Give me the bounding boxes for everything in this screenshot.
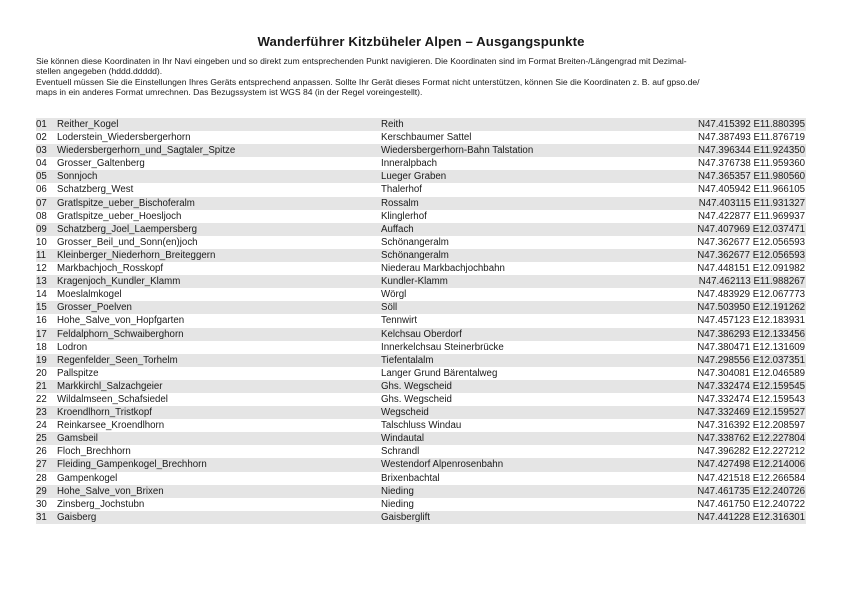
- table-row: [36, 393, 806, 406]
- route-name: Kragenjoch_Kundler_Klamm: [57, 276, 181, 288]
- table-row: [36, 432, 806, 445]
- table-row: [36, 498, 806, 511]
- start-point: Auffach: [381, 223, 414, 235]
- table-row: [36, 301, 806, 314]
- table-row: [36, 406, 806, 419]
- table-row: [36, 197, 806, 210]
- table-row: [36, 511, 806, 524]
- route-name: Grosser_Beil_und_Sonn(en)joch: [57, 236, 198, 248]
- start-point: Langer Grund Bärentalweg: [381, 367, 498, 379]
- row-number: 04: [36, 158, 47, 170]
- row-number: 31: [36, 511, 47, 523]
- gps-coordinates: N47.304081 E12.046589: [697, 367, 805, 379]
- gps-coordinates: N47.332474 E12.159545: [697, 380, 805, 392]
- gps-coordinates: N47.461750 E12.240722: [697, 498, 805, 510]
- intro-line: stellen angegeben (hddd.ddddd).: [36, 66, 163, 77]
- route-name: Schatzberg_West: [57, 184, 134, 196]
- gps-coordinates: N47.380471 E12.131609: [697, 341, 805, 353]
- gps-coordinates: N47.387493 E11.876719: [697, 132, 805, 144]
- row-number: 05: [36, 171, 47, 183]
- coordinates-table: [36, 118, 806, 524]
- row-number: 16: [36, 315, 47, 327]
- table-row: [36, 210, 806, 223]
- start-point: Schönangeralm: [381, 236, 449, 248]
- start-point: Nieding: [381, 485, 414, 497]
- row-number: 01: [36, 119, 47, 130]
- start-point: Westendorf Alpenrosenbahn: [381, 459, 504, 471]
- table-row: [36, 328, 806, 341]
- intro-line: Sie können diese Koordinaten in Ihr Navi eingeben und so direkt zum entsprechenden Punkt navigieren. Die Koordinaten sind im Format Breiten-/Längengrad mit Dezimal-: [36, 56, 687, 66]
- gps-coordinates: N47.427498 E12.214006: [697, 459, 805, 471]
- gps-coordinates: N47.386293 E12.133456: [697, 328, 805, 340]
- row-number: 10: [36, 236, 47, 248]
- row-number: 23: [36, 407, 47, 419]
- row-number: 19: [36, 354, 47, 366]
- gps-coordinates: N47.332469 E12.159527: [697, 407, 805, 419]
- start-point: Nieding: [381, 498, 414, 510]
- start-point: Wörgl: [381, 289, 407, 301]
- gps-coordinates: N47.338762 E12.227804: [697, 433, 805, 445]
- start-point: Tennwirt: [381, 315, 418, 327]
- gps-coordinates: N47.503950 E12.191262: [697, 302, 805, 314]
- table-row: [36, 275, 806, 288]
- route-name: Wiedersbergerhorn_und_Sagtaler_Spitze: [57, 145, 236, 157]
- intro-line: maps in ein anderes Format umrechnen. Das Bezugssystem ist WGS 84 (in der Regel voreingestellt).: [36, 87, 423, 98]
- row-number: 17: [36, 328, 47, 340]
- table-row: [36, 445, 806, 458]
- route-name: Reinkarsee_Kroendlhorn: [57, 420, 165, 432]
- gps-coordinates: N47.461735 E12.240726: [697, 485, 805, 497]
- start-point: Talschluss Windau: [381, 420, 462, 432]
- gps-coordinates: N47.448151 E12.091982: [697, 263, 805, 275]
- row-number: 13: [36, 276, 47, 288]
- row-number: 15: [36, 302, 47, 314]
- route-name: Feldalphorn_Schwaiberghorn: [57, 328, 184, 340]
- table-row: [36, 131, 806, 144]
- start-point: Söll: [381, 302, 398, 314]
- row-number: 03: [36, 145, 47, 157]
- row-number: 09: [36, 223, 47, 235]
- start-point: Innerkelchsau Steinerbrücke: [381, 341, 504, 353]
- start-point: Reith: [381, 119, 404, 130]
- route-name: Kroendlhorn_Tristkopf: [57, 407, 152, 419]
- route-name: Gampenkogel: [57, 472, 118, 484]
- gps-coordinates: N47.415392 E11.880395: [697, 119, 805, 130]
- table-row: [36, 314, 806, 327]
- route-name: Kleinberger_Niederhorn_Breiteggern: [57, 249, 216, 261]
- route-name: Zinsberg_Jochstubn: [57, 498, 145, 510]
- start-point: Ghs. Wegscheid: [381, 380, 452, 392]
- start-point: Kelchsau Oberdorf: [381, 328, 462, 340]
- table-row: [36, 288, 806, 301]
- route-name: Moeslalmkogel: [57, 289, 122, 301]
- start-point: Inneralpbach: [381, 158, 438, 170]
- table-row: [36, 419, 806, 432]
- route-name: Pallspitze: [57, 367, 99, 379]
- gps-coordinates: N47.316392 E12.208597: [697, 420, 805, 432]
- start-point: Schönangeralm: [381, 249, 449, 261]
- intro-text: [36, 56, 806, 98]
- route-name: Gratlspitze_ueber_Bischoferalm: [57, 197, 195, 209]
- table-row: [36, 472, 806, 485]
- gps-coordinates: N47.405942 E11.966105: [697, 184, 805, 196]
- gps-coordinates: N47.462113 E11.988267: [698, 276, 805, 288]
- start-point: Lueger Graben: [381, 171, 447, 183]
- route-name: Fleiding_Gampenkogel_Brechhorn: [57, 459, 207, 471]
- gps-coordinates: N47.422877 E11.969937: [697, 210, 805, 222]
- gps-coordinates: N47.396282 E12.227212: [697, 446, 805, 458]
- table-row: [36, 367, 806, 380]
- route-name: Reither_Kogel: [57, 119, 119, 130]
- gps-coordinates: N47.332474 E12.159543: [697, 393, 805, 405]
- route-name: Wildalmseen_Schafsiedel: [57, 393, 168, 405]
- route-name: Gratlspitze_ueber_Hoesljoch: [57, 210, 182, 222]
- table-row: [36, 223, 806, 236]
- table-row: [36, 485, 806, 498]
- table-row: [36, 183, 806, 196]
- table-row: [36, 157, 806, 170]
- route-name: Gamsbeil: [57, 433, 98, 445]
- row-number: 18: [36, 341, 47, 353]
- row-number: 11: [36, 249, 47, 261]
- start-point: Kundler-Klamm: [381, 276, 448, 288]
- table-row: [36, 262, 806, 275]
- start-point: Schrandl: [381, 446, 420, 458]
- start-point: Kerschbaumer Sattel: [381, 132, 472, 144]
- table-row: [36, 458, 806, 471]
- route-name: Floch_Brechhorn: [57, 446, 131, 458]
- route-name: Markkirchl_Salzachgeier: [57, 380, 163, 392]
- start-point: Thalerhof: [381, 184, 422, 196]
- row-number: 29: [36, 485, 47, 497]
- gps-coordinates: N47.298556 E12.037351: [697, 354, 805, 366]
- start-point: Tiefentalalm: [381, 354, 434, 366]
- row-number: 12: [36, 263, 47, 275]
- start-point: Klinglerhof: [381, 210, 427, 222]
- gps-coordinates: N47.396344 E11.924350: [697, 145, 805, 157]
- row-number: 30: [36, 498, 47, 510]
- route-name: Grosser_Galtenberg: [57, 158, 145, 170]
- table-row: [36, 380, 806, 393]
- route-name: Sonnjoch: [57, 171, 98, 183]
- table-row: [36, 249, 806, 262]
- row-number: 24: [36, 420, 47, 432]
- start-point: Gaisberglift: [381, 511, 430, 523]
- row-number: 26: [36, 446, 47, 458]
- start-point: Windautal: [381, 433, 425, 445]
- row-number: 02: [36, 132, 47, 144]
- row-number: 14: [36, 289, 47, 301]
- row-number: 27: [36, 459, 47, 471]
- start-point: Wiedersbergerhorn-Bahn Talstation: [381, 145, 534, 157]
- gps-coordinates: N47.457123 E12.183931: [697, 315, 805, 327]
- start-point: Wegscheid: [381, 407, 429, 419]
- gps-coordinates: N47.441228 E12.316301: [697, 511, 805, 523]
- gps-coordinates: N47.407969 E12.037471: [697, 223, 805, 235]
- gps-coordinates: N47.362677 E12.056593: [697, 249, 805, 261]
- row-number: 06: [36, 184, 47, 196]
- start-point: Rossalm: [381, 197, 419, 209]
- start-point: Niederau Markbachjochbahn: [381, 263, 505, 275]
- start-point: Ghs. Wegscheid: [381, 393, 452, 405]
- row-number: 07: [36, 197, 47, 209]
- route-name: Markbachjoch_Rosskopf: [57, 263, 164, 275]
- table-row: [36, 236, 806, 249]
- start-point: Brixenbachtal: [381, 472, 440, 484]
- row-number: 20: [36, 367, 47, 379]
- route-name: Schatzberg_Joel_Laempersberg: [57, 223, 198, 235]
- gps-coordinates: N47.403115 E11.931327: [698, 197, 805, 209]
- row-number: 28: [36, 472, 47, 484]
- route-name: Loderstein_Wiedersbergerhorn: [57, 132, 191, 144]
- gps-coordinates: N47.483929 E12.067773: [697, 289, 805, 301]
- route-name: Regenfelder_Seen_Torhelm: [57, 354, 178, 366]
- gps-coordinates: N47.376738 E11.959360: [697, 158, 805, 170]
- route-name: Hohe_Salve_von_Brixen: [57, 485, 164, 497]
- gps-coordinates: N47.421518 E12.266584: [697, 472, 805, 484]
- route-name: Hohe_Salve_von_Hopfgarten: [57, 315, 185, 327]
- table-row: [36, 341, 806, 354]
- route-name: Grosser_Poelven: [57, 302, 132, 314]
- table-row: [36, 144, 806, 157]
- route-name: Gaisberg: [57, 511, 97, 523]
- row-number: 25: [36, 433, 47, 445]
- page-title: Wanderführer Kitzbüheler Alpen – Ausgangspunkte: [257, 34, 585, 49]
- row-number: 22: [36, 393, 47, 405]
- intro-line: Eventuell müssen Sie die Einstellungen Ihres Geräts entsprechend anpassen. Sollte Ihr Gerät dieses Format nicht unterstützen, können Sie die Koordinaten z. B. auf gpso.de/: [36, 76, 700, 87]
- table-row: [36, 118, 806, 131]
- table-row: [36, 354, 806, 367]
- gps-coordinates: N47.365357 E11.980560: [697, 171, 805, 183]
- route-name: Lodron: [57, 341, 88, 353]
- row-number: 08: [36, 210, 47, 222]
- row-number: 21: [36, 380, 47, 392]
- gps-coordinates: N47.362677 E12.056593: [697, 236, 805, 248]
- table-row: [36, 170, 806, 183]
